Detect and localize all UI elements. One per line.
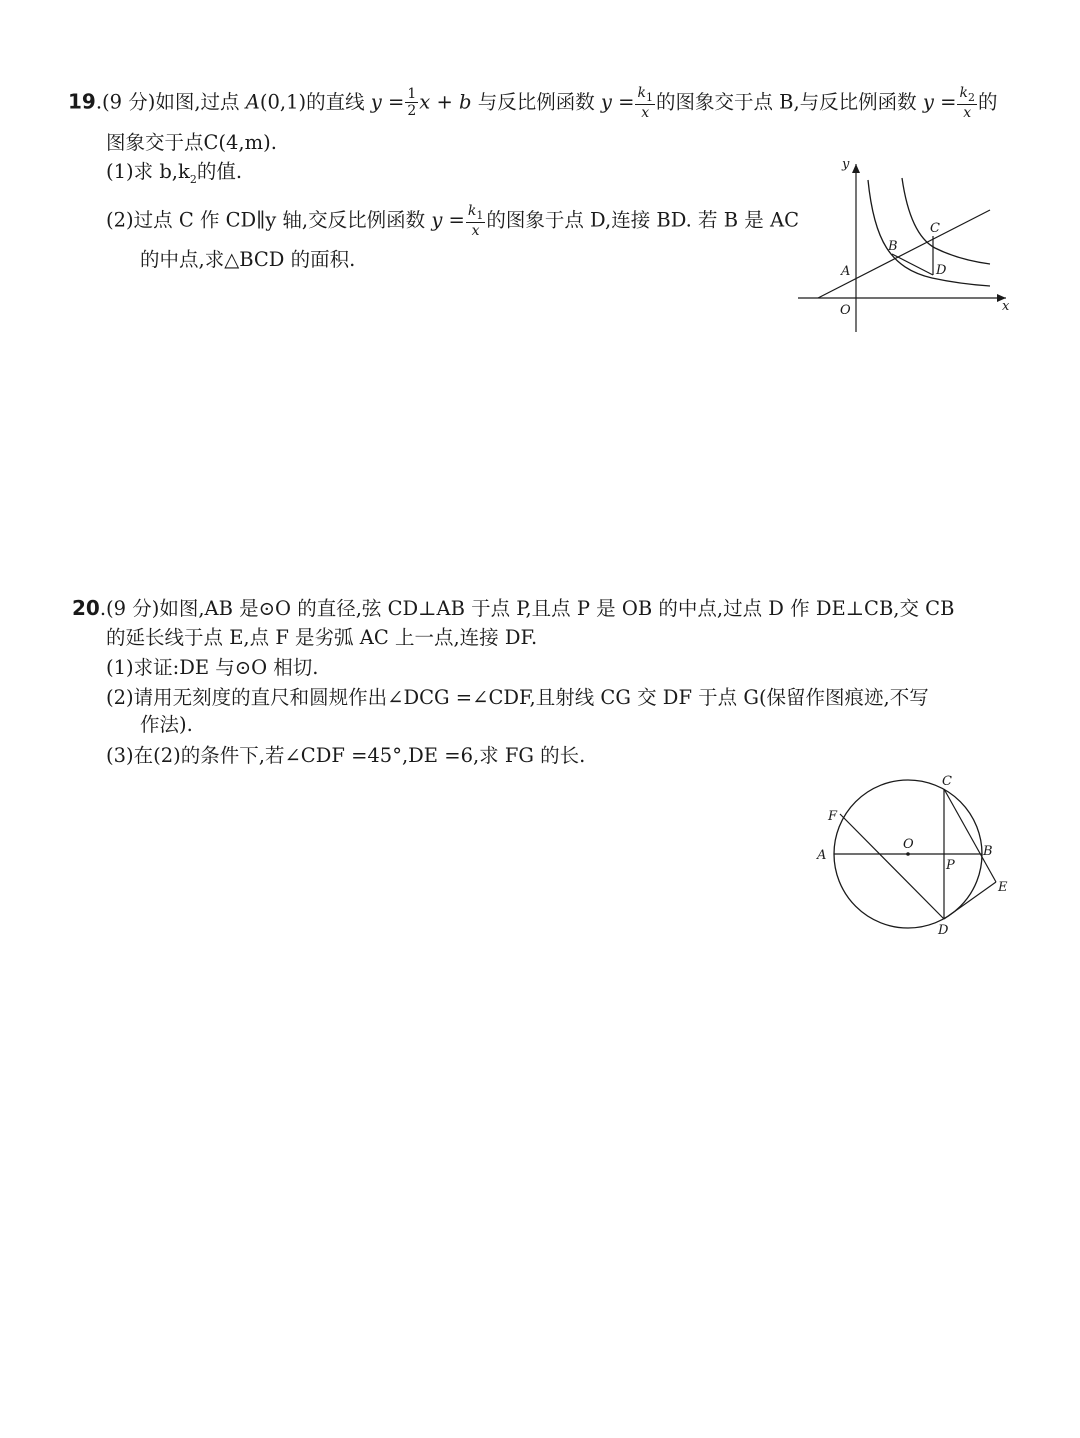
q20-part2-line1: (2)请用无刻度的直尺和圆规作出∠DCG =∠CDF,且射线 CG 交 DF 于点 G(保留作图痕迹,不写 (106, 686, 929, 709)
q19-number: 19 (68, 89, 96, 114)
q19-xb: x + b (419, 90, 472, 114)
q19-yeq: y = (370, 90, 405, 114)
q20-part3: (3)在(2)的条件下,若∠CDF =45°,DE =6,求 FG 的长. (106, 744, 586, 767)
label-c: C (930, 221, 940, 236)
label-o: O (840, 303, 851, 318)
q19-frac-k3: $\frac{k_1}{x}$ (467, 203, 484, 239)
q19-text4: 的 (977, 90, 998, 114)
q19-yeq2: y = (600, 90, 635, 114)
q19-line2: 图象交于点C(4,m). (106, 131, 277, 154)
q19-part1: (1)求 $b,k_2$的值. (106, 160, 243, 186)
q20-line1: 20.(9 分)如图,AB 是⊙O 的直径,弦 CD⊥AB 于点 P,且点 P 是 OB 的中点,过点 D 作 DE⊥CB,交 CB (72, 596, 955, 620)
curve-k1 (868, 180, 990, 286)
q19-text2: 与反比例函数 (471, 90, 601, 114)
segment-bd (892, 254, 933, 275)
label-c: C (942, 774, 952, 789)
curve-k2 (902, 178, 990, 264)
q19-frac-half: $\frac{1}{2}$ (407, 86, 417, 120)
q19-part2-line1: (2)过点 C 作 CD∥y 轴,交反比例函数 y = $\frac{k_1}{x}$ 的图象于点 D,连接 BD. 若 B 是 AC (106, 203, 799, 239)
q20-part1: (1)求证:DE 与⊙O 相切. (106, 656, 319, 679)
label-p: P (946, 858, 955, 873)
q19-frac-k2: $\frac{k_2}{x}$ (959, 85, 975, 121)
label-y: y (842, 157, 850, 172)
q20-number: 20 (72, 596, 100, 620)
center-dot (906, 852, 910, 856)
label-b: B (983, 844, 993, 859)
q19-point-a: A (245, 90, 260, 114)
label-d: D (936, 263, 947, 278)
segment-de (944, 882, 996, 919)
y-axis-arrow (852, 164, 860, 173)
q20-line2: 的延长线于点 E,点 F 是劣弧 AC 上一点,连接 DF. (106, 626, 538, 649)
q19-text3: 的图象交于点 B,与反比例函数 (655, 90, 923, 114)
q20-part2-line2: 作法). (140, 713, 193, 736)
label-a: A (841, 264, 851, 279)
figure-19 (790, 150, 1020, 340)
label-x: x (1002, 299, 1010, 314)
label-e: E (998, 880, 1008, 895)
label-o: O (903, 837, 914, 852)
q19-text1: 的直线 (306, 90, 371, 114)
label-d: D (938, 923, 949, 938)
q19-part2-line2: 的中点,求△BCD 的面积. (140, 248, 356, 271)
q19-yeq3: y = (922, 90, 957, 114)
q19-line1 (68, 86, 997, 120)
label-b: B (888, 239, 898, 254)
label-a: A (817, 848, 827, 863)
q19-frac-k1: $\frac{k_1}{x}$ (637, 85, 653, 121)
line-ab (818, 210, 990, 298)
q19-coord-a: (0,1) (259, 90, 307, 114)
segment-df (840, 814, 944, 919)
figure-20 (810, 770, 1030, 945)
label-f: F (828, 809, 838, 824)
q19-lead: .(9 分)如图,过点 (95, 90, 246, 114)
